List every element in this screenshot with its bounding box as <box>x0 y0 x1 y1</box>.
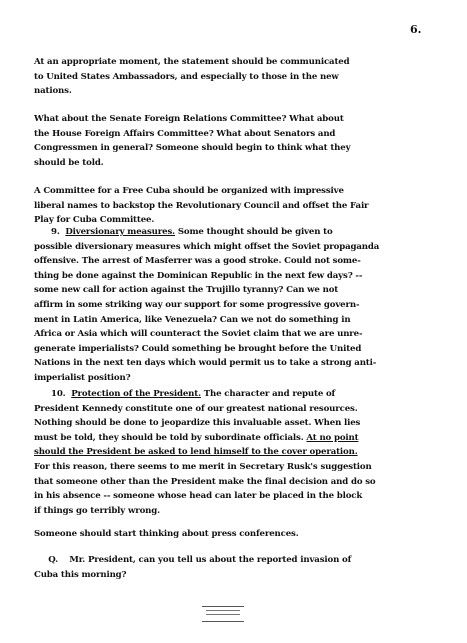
text-line: What about the Senate Foreign Relations Committee? What about <box>34 114 344 124</box>
text-line: For this reason, there seems to me merit in Secretary Rusk's suggestion <box>34 461 372 472</box>
text-line: nations. <box>34 86 72 97</box>
underlined-text: At no point <box>306 432 359 443</box>
archive-stamp <box>202 606 244 622</box>
text-line: that someone other than the President make the final decision and do so <box>34 476 376 487</box>
text-line: thing be done against the Dominican Republic in the next few days? -- <box>34 270 363 281</box>
text-line: affirm in some striking way our support for some progressive govern- <box>34 299 360 310</box>
text-line: Nations in the next ten days which would permit us to take a strong anti- <box>34 358 377 369</box>
text-line: some new call for action against the Trujillo tyranny? Can we not <box>34 285 339 296</box>
section-diversionary-measures <box>34 225 444 386</box>
text-line: Congressmen in general? Someone should begin to think what they <box>34 143 351 154</box>
text-line: possible diversionary measures which might offset the Soviet propaganda <box>34 241 380 252</box>
paragraph-committees <box>34 112 444 170</box>
text-line: A Committee for a Free Cuba should be organized with impressive <box>34 186 344 196</box>
paragraph-ambassadors <box>34 55 444 99</box>
text-line: Nothing should be done to jeopardize this invaluable asset. When lies <box>34 418 361 429</box>
text-line: to United States Ambassadors, and especially to those in the new <box>34 71 339 82</box>
text-line: if things go terribly wrong. <box>34 505 160 516</box>
text-line: in his absence -- someone whose head can later be placed in the block <box>34 491 363 502</box>
section-heading: Protection of the President. <box>71 389 201 399</box>
section-number: 10. <box>51 389 66 399</box>
text-line: generate imperialists? Could something be brought before the United <box>34 343 362 354</box>
text-line: liberal names to backstop the Revolutionary Council and offset the Fair <box>34 200 369 211</box>
section-number: 9. <box>51 227 60 237</box>
text-line: At an appropriate moment, the statement should be communicated <box>34 57 350 67</box>
section-protection-of-president <box>34 387 444 518</box>
text-line: Someone should start thinking about press conferences. <box>34 529 299 539</box>
paragraph-press-conferences <box>34 527 444 542</box>
text-line: the House Foreign Affairs Committee? What about Senators and <box>34 128 336 139</box>
text-line: President Kennedy constitute one of our greatest national resources. <box>34 403 358 414</box>
section-heading: Diversionary measures. <box>65 227 175 237</box>
text-line: Play for Cuba Committee. <box>34 215 155 226</box>
paragraph-free-cuba-committee <box>34 184 444 228</box>
section-heading-line <box>34 387 444 402</box>
text-fragment: must be told, they should be told by subordinate officials. <box>34 432 307 443</box>
text-line: Cuba this morning? <box>34 569 127 580</box>
text-line: should be told. <box>34 157 104 168</box>
section-heading-line <box>34 225 444 240</box>
text-line: imperialist position? <box>34 372 131 383</box>
text-line: Q. Mr. President, can you tell us about the reported invasion of <box>34 555 352 565</box>
page-number: 6. <box>410 23 422 36</box>
text-fragment: The character and repute of <box>200 389 336 399</box>
text-fragment: Some thought should be given to <box>174 227 333 237</box>
text-line <box>34 431 444 446</box>
text-line: Africa or Asia which will counteract the Soviet claim that we are unre- <box>34 329 363 340</box>
text-line: ment in Latin America, like Venezuela? Can we not do something in <box>34 314 351 325</box>
text-line: offensive. The arrest of Masferrer was a good stroke. Could not some- <box>34 256 361 267</box>
paragraph-question <box>34 553 444 582</box>
underlined-line: should the President be asked to lend himself to the cover operation. <box>34 447 358 458</box>
